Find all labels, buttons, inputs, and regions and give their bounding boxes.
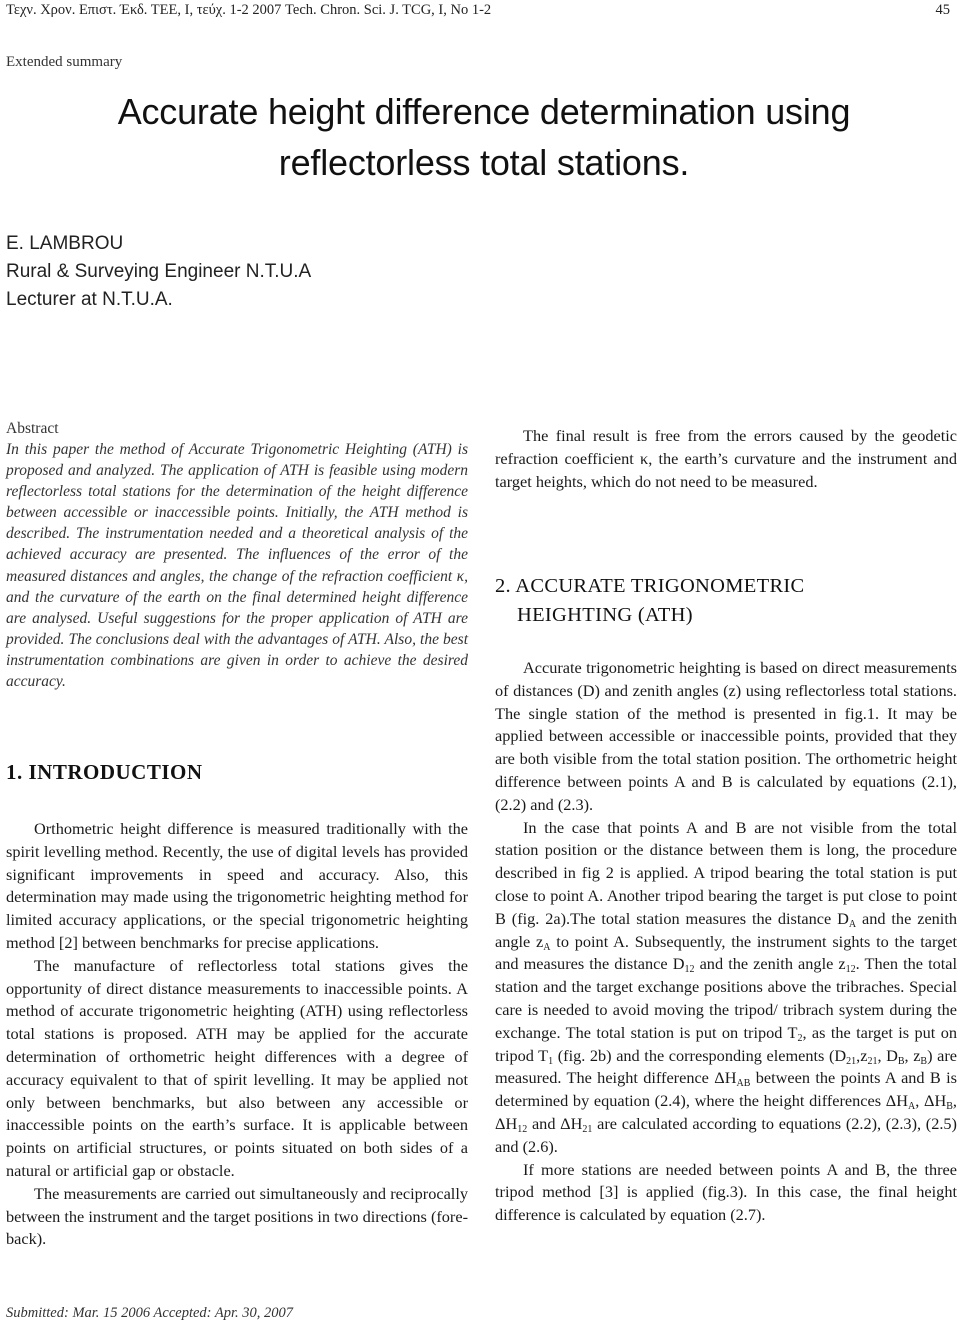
author-block [6, 230, 311, 314]
final-result-paragraph: The final result is free from the errors caused by the geodetic refraction coefficient κ, the earth’s curvature and the instrument and target heights, which do not need to be measured. [495, 426, 957, 491]
section-heading-ath [495, 572, 805, 630]
paper-title [0, 86, 960, 188]
abstract-text [6, 439, 468, 692]
right-column-top [495, 425, 957, 493]
section-heading-introduction: 1. INTRODUCTION [6, 760, 203, 784]
ath-paragraph-1: Accurate trigonometric heighting is based on direct measurements of distances (D) and zenith angles (z) using reflectorless total stations. The single station of the method is presented in fig.1. It may be applied between accessible or inaccessible points, provided that they are both visible from the total station position. The orthometric height difference between points A and B is calculated by equations (2.1), (2.2) and (2.3). [495, 658, 957, 814]
ath-heading-line-2: HEIGHTING (ATH) [517, 604, 693, 626]
running-header: Τεχν. Χρον. Επιστ. Έκδ. ΤΕΕ, Ι, τεύχ. 1-2 2007 Tech. Chron. Sci. J. TCG, I, No 1-2 [6, 2, 492, 18]
ath-heading-line-1: 2. ACCURATE TRIGONOMETRIC [495, 575, 805, 597]
author-affiliation-1: Rural & Surveying Engineer N.T.U.A [6, 261, 312, 282]
ath-paragraph-3: If more stations are needed between points A and B, the three tripod method [3] is applied (fig.3). In this case, the final height difference is calculated by equation (2.7). [495, 1159, 957, 1225]
page-number: 45 [935, 2, 950, 18]
abstract-heading: Abstract [6, 420, 59, 437]
intro-paragraph-3: The measurements are carried out simultaneously and reciprocally between the instrument and the target positions in two directions (fore-back). [6, 1183, 468, 1249]
title-line-1: Accurate height difference determination using [117, 91, 851, 132]
author-name: E. LAMBROU [6, 233, 124, 254]
author-affiliation-2: Lecturer at N.T.U.A. [6, 289, 173, 310]
article-kind: Extended summary [6, 54, 123, 70]
submission-dates: Submitted: Mar. 15 2006 Accepted: Apr. 30, 2007 [6, 1305, 294, 1321]
ath-paragraph-2: In the case that points A and B are not visible from the total station position or the distance between them is long, the procedure described in fig 2 is applied. A tripod bearing the total station is put close to point A. Another tripod bearing the target is put close to point B (fig. 2a).The total station measures the distance $D_A$ and the zenith angle $z_A$ to point A. Subsequently, the instrument sights to the target and measures the distance $D_{12}$ and the zenith angle $z_{12}$. Then the total station and the target exchange positions above the tribraches. Special care is needed to avoid moving the tripod/ tribrach system during the exchange. The total station is put on tripod $T_2$, as the target is put on tripod $T_1$ (fig. 2b) and the corresponding elements ($D_{21},z_{21}$, $D_B$, $z_B$) are measured. The height difference $\Delta H_{AB}$ between the points A and B is determined by equation (2.4), where the height differences $\Delta H_A$, $\Delta H_B$, $\Delta H_{12}$ and $\Delta H_{21}$ are calculated according to equations (2.2), (2.3), (2.5) and (2.6). [495, 817, 958, 1156]
intro-paragraph-2: The manufacture of reflectorless total stations gives the opportunity of direct distance measurements to inaccessible points. A method of accurate trigonometric heighting (ATH) using reflectorless total stations is proposed. ATH may be applied for the accurate determination of orthometric height differences with a degree of accuracy equivalent to that of spirit levelling. It may be applied not only between benchmarks, but also between any accessible or inaccessible points on the earth’s surface. It is applicable between points on artificial structures, or points situated on both sides of a natural or artificial gap or obstacle. [6, 955, 468, 1180]
abstract-paragraph: In this paper the method of Accurate Trigonometric Heighting (ATH) is proposed and analyzed. The application of ATH is feasible using modern reflectorless total stations for the determination of the height difference between accessible or inaccessible points. Initially, the ATH method is described. The instrumentation needed and a theoretical analysis of the achieved accuracy are presented. The influences of the error of the measured distances and angles, the change of the refraction coefficient κ, and the curvature of the earth on the final determined height difference are analysed. Useful suggestions for the proper application of ATH are provided. The conclusions deal with the advantages of ATH. Also, the best instrumentation combinations are given in order to achieve the desired accuracy. [6, 441, 468, 691]
intro-paragraph-1: Orthometric height difference is measured traditionally with the spirit levelling method. Recently, the use of digital levels has provided significant improvements in speed and accuracy. Also, this determination may made using the trigonometric heighting method for limited accuracy applications, or the special trigonometric heighting method [2] between benchmarks for precise applications. [6, 819, 468, 952]
introduction-body [6, 818, 468, 1251]
ath-body [495, 657, 957, 1227]
title-line-2: reflectorless total stations. [278, 142, 690, 183]
